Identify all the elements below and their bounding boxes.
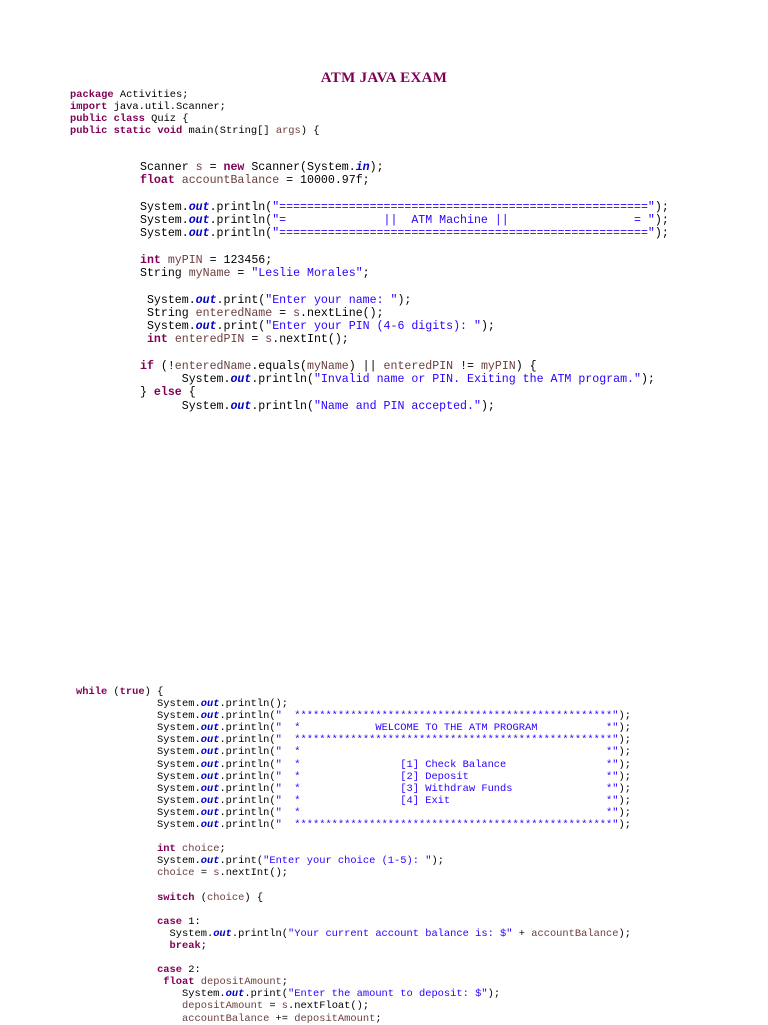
code-token: int [140, 253, 161, 267]
code-line [140, 201, 669, 214]
code-token: System. [76, 746, 201, 759]
code-token: out [230, 399, 252, 413]
code-token: String [140, 306, 196, 320]
code-token [168, 333, 175, 346]
code-token: = [263, 1000, 282, 1013]
code-token: ); [618, 770, 631, 783]
code-line [76, 880, 631, 892]
code-line [76, 783, 631, 795]
code-token: ) { [244, 891, 264, 904]
code-token: System. [76, 710, 201, 723]
code-token: depositAmount [200, 976, 282, 989]
code-token: out [230, 373, 252, 386]
code-token: .println( [219, 794, 276, 807]
code-token: System. [140, 214, 189, 227]
code-token: } [140, 386, 154, 400]
code-line [76, 1013, 631, 1025]
code-token: out [225, 988, 245, 1001]
code-token: choice [206, 891, 245, 904]
code-token: switch [157, 891, 195, 904]
code-token: break [169, 939, 201, 952]
code-token: System. [140, 200, 189, 214]
code-token: System. [140, 399, 231, 413]
code-token: s [265, 333, 273, 347]
code-token: while [76, 686, 108, 698]
code-line [76, 940, 631, 952]
code-token: = 123456; [202, 253, 273, 267]
code-token: ( [194, 891, 207, 904]
code-token: ); [618, 794, 631, 807]
code-token: .print( [244, 988, 289, 1001]
code-token: " * *" [275, 806, 619, 819]
code-token: ); [618, 806, 631, 819]
code-token: ) { [300, 125, 320, 137]
code-token: " * [3] Withdraw Funds *" [275, 782, 619, 795]
code-token: out [200, 734, 220, 747]
code-token: (! [153, 359, 175, 373]
code-line [76, 795, 631, 807]
code-token [76, 964, 157, 976]
code-line [70, 101, 320, 113]
code-token [175, 174, 182, 187]
code-token: Quiz { [144, 113, 189, 125]
code-token [76, 976, 163, 988]
code-line [140, 214, 669, 227]
code-token: ); [480, 320, 495, 333]
code-token: s [281, 1000, 289, 1013]
code-token: s [213, 867, 220, 880]
code-token: out [200, 770, 220, 783]
code-token: .println( [219, 770, 276, 783]
code-token [76, 843, 157, 855]
code-token: ); [431, 855, 444, 868]
code-token: " ***************************************************" [275, 819, 619, 832]
code-line [140, 280, 669, 293]
code-token: System. [76, 988, 226, 1001]
code-token: out [200, 782, 220, 795]
code-token: "Enter your choice (1-5): " [263, 855, 432, 868]
code-token: System. [76, 698, 201, 711]
code-token: ); [618, 734, 631, 747]
code-token: enteredPIN [174, 333, 245, 347]
code-token: ) || [348, 359, 384, 373]
code-token: += [269, 1012, 295, 1025]
code-line [140, 333, 669, 346]
code-token: class [113, 113, 145, 125]
code-token: ); [618, 758, 631, 771]
code-token: .println( [219, 746, 276, 759]
document-title: ATM JAVA EXAM [320, 70, 448, 86]
code-token: "Your current account balance is: $" [288, 927, 513, 940]
code-token: ; [375, 1012, 382, 1025]
code-token: " ***************************************************" [275, 710, 619, 723]
code-token: .print( [216, 320, 266, 333]
code-line [140, 227, 669, 240]
code-token [161, 254, 168, 267]
code-token: ); [654, 200, 669, 214]
code-token: System. [140, 227, 189, 241]
code-token: Activities; [113, 89, 189, 101]
code-token: ( [107, 686, 120, 698]
code-token: 2: [182, 964, 201, 977]
code-token: in [355, 161, 370, 174]
code-token: float [163, 976, 195, 989]
code-token: out [200, 722, 220, 735]
code-line [76, 855, 631, 867]
code-line [76, 892, 631, 904]
code-token: .nextInt(); [219, 867, 289, 880]
code-token: .println( [219, 758, 276, 771]
code-token: 1: [182, 915, 201, 928]
code-token [76, 916, 157, 928]
code-token: out [200, 794, 220, 807]
code-token: System. [140, 293, 196, 307]
code-token: = [230, 267, 252, 280]
code-token: ); [487, 988, 501, 1001]
code-line [76, 964, 631, 976]
code-token: out [200, 806, 220, 819]
code-line [76, 867, 631, 879]
code-token: out [200, 758, 220, 771]
code-token: .println( [219, 782, 276, 795]
code-line [76, 734, 631, 746]
code-token: Scanner [140, 161, 196, 174]
code-token: System. [76, 782, 201, 795]
code-token: depositAmount [182, 1000, 264, 1013]
code-token: depositAmount [294, 1012, 376, 1025]
code-token: .nextFloat(); [288, 1000, 370, 1013]
code-token: " * [2] Deposit *" [275, 770, 619, 783]
code-line [76, 807, 631, 819]
code-token: ); [618, 927, 632, 940]
code-token: out [200, 819, 220, 832]
code-token: s [195, 161, 203, 174]
code-token: static [113, 125, 152, 137]
code-token: ); [618, 782, 631, 795]
code-token: .println(); [219, 698, 289, 711]
code-token: { [181, 386, 196, 400]
code-token: ); [654, 214, 669, 227]
code-token: "Leslie Morales" [251, 267, 363, 280]
code-token: System. [76, 927, 214, 940]
code-token: "Name and PIN accepted." [313, 399, 481, 413]
code-token: "=====================================================" [272, 200, 655, 214]
code-token: out [195, 293, 217, 307]
code-token: enteredName [174, 359, 252, 373]
code-token: out [200, 855, 220, 868]
code-line [140, 188, 669, 201]
code-line [76, 722, 631, 734]
code-token: ); [369, 161, 384, 174]
code-token: "Enter your name: " [265, 293, 398, 307]
code-token: int [157, 843, 176, 856]
code-token: true [119, 686, 145, 698]
code-token: " * *" [275, 746, 619, 759]
code-line [76, 771, 631, 783]
code-line [76, 988, 631, 1000]
code-token: "=====================================================" [272, 227, 655, 241]
code-line [76, 831, 631, 843]
code-token: System. [76, 806, 201, 819]
code-token: .println( [219, 710, 276, 723]
code-block-menu-loop [76, 686, 631, 1025]
code-token [76, 1000, 182, 1012]
code-token: myName [188, 267, 231, 280]
code-token: if [140, 359, 154, 373]
code-line [140, 386, 669, 399]
code-token: out [195, 320, 217, 333]
code-token: enteredName [195, 306, 273, 320]
code-line [140, 400, 669, 413]
code-token: Scanner(System. [244, 161, 356, 174]
code-token: accountBalance [182, 1012, 270, 1025]
code-line [140, 347, 669, 360]
code-token: package [70, 89, 114, 101]
code-token: ; [281, 976, 289, 989]
code-token: .println( [209, 200, 273, 214]
code-token: out [188, 214, 210, 227]
code-token: .nextLine(); [300, 306, 384, 320]
code-token: System. [76, 855, 201, 868]
code-token: ); [618, 722, 631, 735]
code-token: void [157, 125, 183, 137]
code-token: accountBalance [181, 174, 280, 188]
code-block-header [70, 89, 320, 137]
code-line [76, 916, 631, 928]
code-token [76, 867, 157, 879]
code-token: ); [618, 819, 631, 832]
code-token: public [70, 125, 108, 137]
code-token: ); [654, 227, 669, 241]
code-token: ); [618, 710, 631, 723]
code-token: String [140, 267, 189, 280]
code-token: " * [4] Exit *" [275, 794, 619, 807]
code-token: .println( [219, 819, 276, 832]
code-token: .println( [219, 734, 276, 747]
code-token: ); [480, 399, 495, 413]
code-line [76, 843, 631, 855]
code-token: int [146, 333, 168, 347]
code-token: case [157, 964, 183, 977]
code-token: out [213, 927, 232, 940]
code-token: ; [219, 843, 226, 856]
code-line [140, 320, 669, 333]
code-token: out [200, 698, 220, 711]
code-token: .println( [209, 214, 273, 227]
code-line [76, 1000, 631, 1012]
code-token: ) { [515, 359, 537, 373]
code-token: myPIN [480, 359, 516, 373]
code-token: accountBalance [531, 927, 619, 940]
code-token: myPIN [167, 253, 203, 267]
code-line [70, 113, 320, 125]
code-token: .println( [231, 927, 289, 940]
code-token: System. [140, 373, 231, 386]
code-token: + [512, 927, 532, 940]
code-token: System. [76, 722, 201, 735]
code-token: = [272, 306, 294, 320]
code-token: = [194, 867, 214, 880]
code-line [70, 125, 320, 137]
code-token: .println( [219, 722, 276, 735]
code-line [76, 686, 631, 698]
code-token: ); [397, 293, 412, 307]
code-line [76, 710, 631, 722]
code-token: ; [200, 939, 207, 952]
code-line [140, 241, 669, 254]
code-line [76, 928, 631, 940]
code-token [76, 892, 157, 904]
code-token: s [293, 306, 301, 320]
code-line [76, 976, 631, 988]
code-token: float [140, 174, 175, 188]
code-token: else [153, 386, 182, 400]
code-token: " * WELCOME TO THE ATM PROGRAM *" [275, 722, 619, 735]
code-token: .nextInt(); [272, 333, 349, 347]
code-token: new [223, 161, 245, 174]
code-line [140, 360, 669, 373]
code-line [140, 294, 669, 307]
code-token: .println( [251, 399, 314, 413]
code-token: ) { [144, 686, 164, 698]
code-line [140, 174, 669, 187]
code-token: .print( [216, 293, 266, 307]
code-token: System. [76, 758, 201, 771]
code-token: args [275, 125, 301, 137]
code-token: = [244, 333, 266, 347]
code-line [76, 759, 631, 771]
code-token: main(String[] [182, 125, 276, 137]
code-token: " * [1] Check Balance *" [275, 758, 619, 771]
code-token [76, 1013, 182, 1025]
code-token: .println( [209, 227, 273, 241]
code-token: = [202, 161, 224, 174]
code-token: "Enter your PIN (4-6 digits): " [265, 320, 481, 333]
code-line [140, 161, 669, 174]
code-token: " ***************************************************" [275, 734, 619, 747]
code-line [140, 267, 669, 280]
code-token: System. [76, 770, 201, 783]
code-token: System. [76, 734, 201, 747]
code-token: System. [76, 819, 201, 832]
code-line [140, 373, 669, 386]
code-token: "Invalid name or PIN. Exiting the ATM program." [313, 373, 641, 386]
code-line [76, 952, 631, 964]
code-line [76, 904, 631, 916]
code-token: .print( [219, 855, 264, 868]
code-token: ; [362, 267, 370, 280]
code-token: out [188, 227, 210, 241]
code-token: != [453, 359, 481, 373]
code-token [76, 940, 170, 952]
code-token: ); [640, 373, 655, 386]
code-block-setup [140, 161, 669, 413]
code-token: "Enter the amount to deposit: $" [288, 988, 488, 1001]
code-token: public [70, 113, 108, 125]
code-line [70, 89, 320, 101]
code-line [76, 819, 631, 831]
code-token: case [157, 915, 183, 928]
code-line [140, 254, 669, 267]
code-token: ); [618, 746, 631, 759]
code-token: "= || ATM Machine || = " [272, 214, 655, 227]
code-token: choice [182, 843, 220, 856]
code-token: .println( [251, 373, 314, 386]
code-token: = 10000.97f; [279, 174, 370, 188]
code-line [140, 307, 669, 320]
code-line [76, 746, 631, 758]
code-token: out [200, 710, 220, 723]
code-token: import [70, 101, 108, 113]
code-token: .equals( [251, 359, 307, 373]
code-token: choice [157, 867, 195, 880]
code-token: System. [140, 320, 196, 333]
code-token: out [188, 200, 210, 214]
code-token: enteredPIN [383, 359, 454, 373]
code-line [76, 698, 631, 710]
code-token: out [200, 746, 220, 759]
code-token [140, 333, 147, 346]
code-token: System. [76, 794, 201, 807]
code-token: myName [307, 359, 349, 373]
code-token: java.util.Scanner; [107, 101, 226, 113]
code-token: .println( [219, 806, 276, 819]
